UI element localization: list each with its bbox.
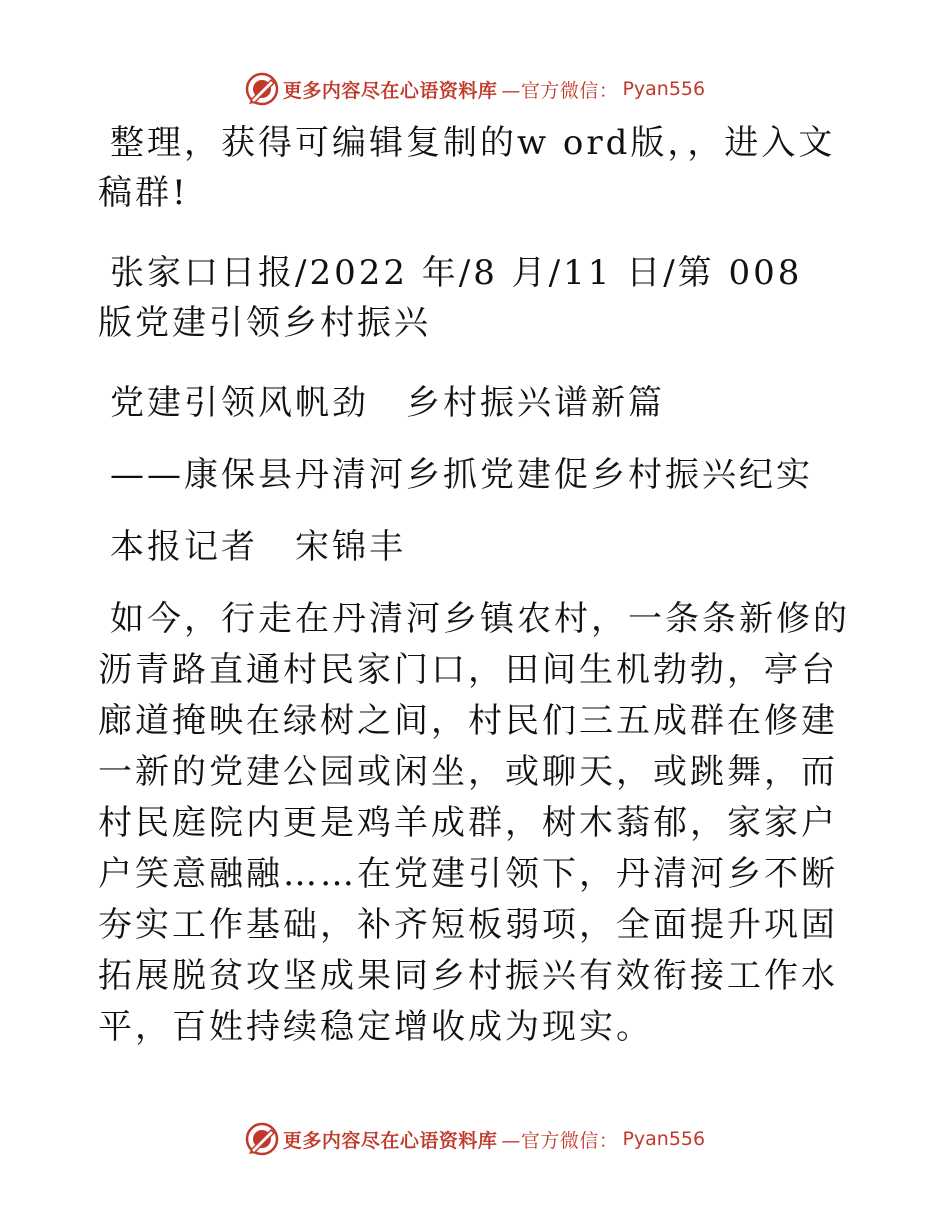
article-paragraph: 如今，行走在丹清河乡镇农村，一条条新修的沥青路直通村民家门口，田间生机勃勃，亭台廊道掩映在绿树之间，村民们三五成群在修建一新的党建公园或闲坐，或聊天，或跳舞，而村民庭院内更是鸡羊成群，树木蓊郁，家家户户笑意融融……在党建引领下，丹清河乡不断夯实工作基础，补齐短板弱项，全面提升巩固拓展脱贫攻坚成果同乡村振兴有效衔接工作水平，百姓持续稳定增收成为现实。	[98, 599, 850, 1047]
article-byline: 本报记者 宋锦丰	[110, 527, 406, 567]
watermark-wechat-id: Pyan556	[622, 78, 706, 100]
watermark-main-text: 更多内容尽在心语资料库	[282, 1129, 498, 1152]
header-watermark	[0, 72, 950, 106]
watermark-separator-text: —官方微信：	[501, 79, 619, 102]
article-title: 党建引领风帆劲 乡村振兴谱新篇	[110, 383, 665, 423]
document-body	[98, 118, 850, 1083]
source-line: 张家口日报/2022 年/8 月/11 日/第 008 版党建引领乡村振兴	[98, 253, 803, 343]
watermark-wechat-id: Pyan556	[622, 1128, 706, 1150]
article-subtitle: ——康保县丹清河乡抓党建促乡村振兴纪实	[110, 455, 813, 495]
pen-logo-icon	[245, 1122, 279, 1156]
watermark-main-text: 更多内容尽在心语资料库	[282, 79, 498, 102]
footer-watermark	[0, 1122, 950, 1156]
watermark-separator-text: —官方微信：	[501, 1129, 619, 1152]
pen-logo-icon	[245, 72, 279, 106]
intro-note: 整理，获得可编辑复制的w ord版，，进入文稿群!	[98, 123, 836, 213]
